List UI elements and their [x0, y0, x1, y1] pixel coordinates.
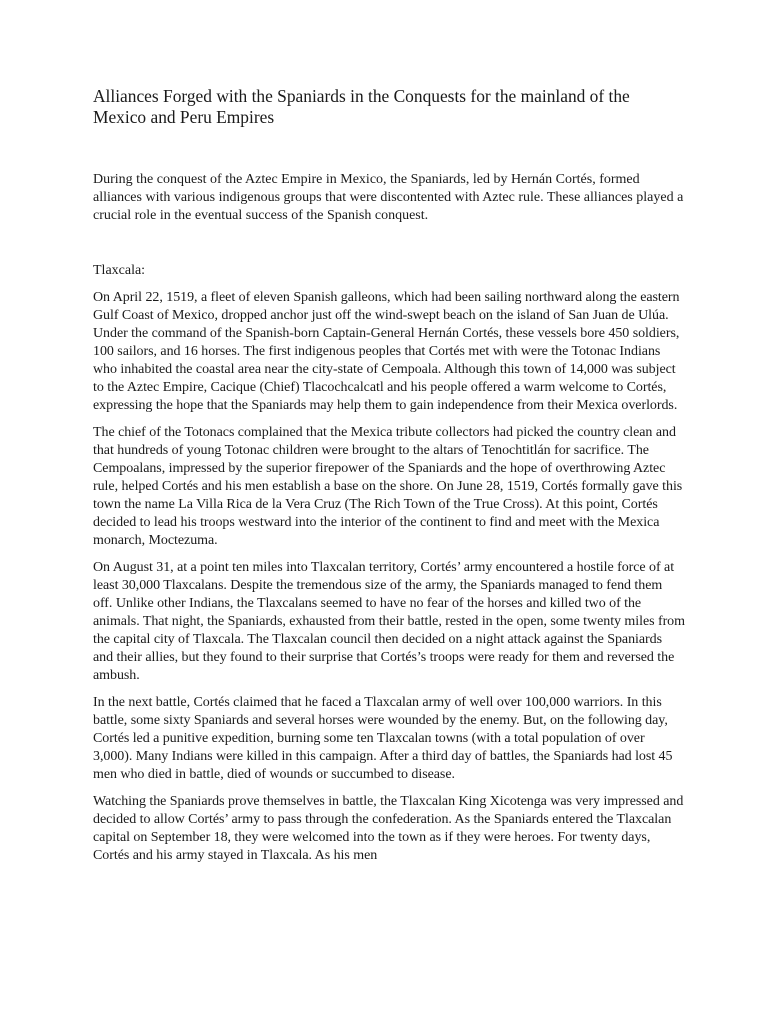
section-heading-tlaxcala: Tlaxcala: [93, 263, 146, 278]
document-page [93, 86, 685, 874]
body-paragraph: On April 22, 1519, a fleet of eleven Spanish galleons, which had been sailing northward along the eastern Gulf Coast of Mexico, dropped anchor just off the wind-swept beach on the island of San Juan de Ulúa. Under the command of the Spanish-born Captain-General Hernán Cortés, these vessels bore 450 soldiers, 100 sailors, and 16 horses. The first indigenous peoples that Cortés met with were the Totonac Indians who inhabited the coastal area near the city-state of Cempoala. Although this town of 14,000 was subject to the Aztec Empire, Cacique (Chief) Tlacochcalcatl and his people offered a warm welcome to Cortés, expressing the hope that the Spaniards may help them to gain independence from their Mexica overlords. [93, 290, 680, 413]
document-title: Alliances Forged with the Spaniards in the Conquests for the mainland of the Mexico and Peru Empires [93, 86, 630, 127]
intro-paragraph: During the conquest of the Aztec Empire in Mexico, the Spaniards, led by Hernán Cortés, formed alliances with various indigenous groups that were discontented with Aztec rule. These alliances played a crucial role in the eventual success of the Spanish conquest. [93, 172, 684, 223]
body-paragraph: Watching the Spaniards prove themselves in battle, the Tlaxcalan King Xicotenga was very impressed and decided to allow Cortés’ army to pass through the confederation. As the Spaniards entered the Tlaxcalan capital on September 18, they were welcomed into the town as if they were heroes. For twenty days, Cortés and his army stayed in Tlaxcala. As his men [93, 794, 684, 863]
body-paragraph: On August 31, at a point ten miles into Tlaxcalan territory, Cortés’ army encountered a hostile force of at least 30,000 Tlaxcalans. Despite the tremendous size of the army, the Spaniards managed to fend them off. Unlike other Indians, the Tlaxcalans seemed to have no fear of the horses and killed two of the animals. That night, the Spaniards, exhausted from their battle, rested in the open, some twenty miles from the capital city of Tlaxcala. The Tlaxcalan council then decided on a night attack against the Spaniards and their allies, but they found to their surprise that Cortés’s troops were ready for them and reversed the ambush. [93, 560, 685, 683]
body-paragraph: In the next battle, Cortés claimed that he faced a Tlaxcalan army of well over 100,000 warriors. In this battle, some sixty Spaniards and several horses were wounded by the enemy. But, on the following day, Cortés led a punitive expedition, burning some ten Tlaxcalan towns (with a total population of over 3,000). Many Indians were killed in this campaign. After a third day of battles, the Spaniards had lost 45 men who died in battle, died of wounds or succumbed to disease. [93, 695, 673, 782]
body-paragraph: The chief of the Totonacs complained that the Mexica tribute collectors had picked the country clean and that hundreds of young Totonac children were brought to the altars of Tenochtitlán for sacrifice. The Cempoalans, impressed by the superior firepower of the Spaniards and the hope of overthrowing Aztec rule, helped Cortés and his men establish a base on the shore. On June 28, 1519, Cortés formally gave this town the name La Villa Rica de la Vera Cruz (The Rich Town of the True Cross). At this point, Cortés decided to lead his troops westward into the interior of the continent to find and meet with the Mexica monarch, Moctezuma. [93, 425, 683, 548]
